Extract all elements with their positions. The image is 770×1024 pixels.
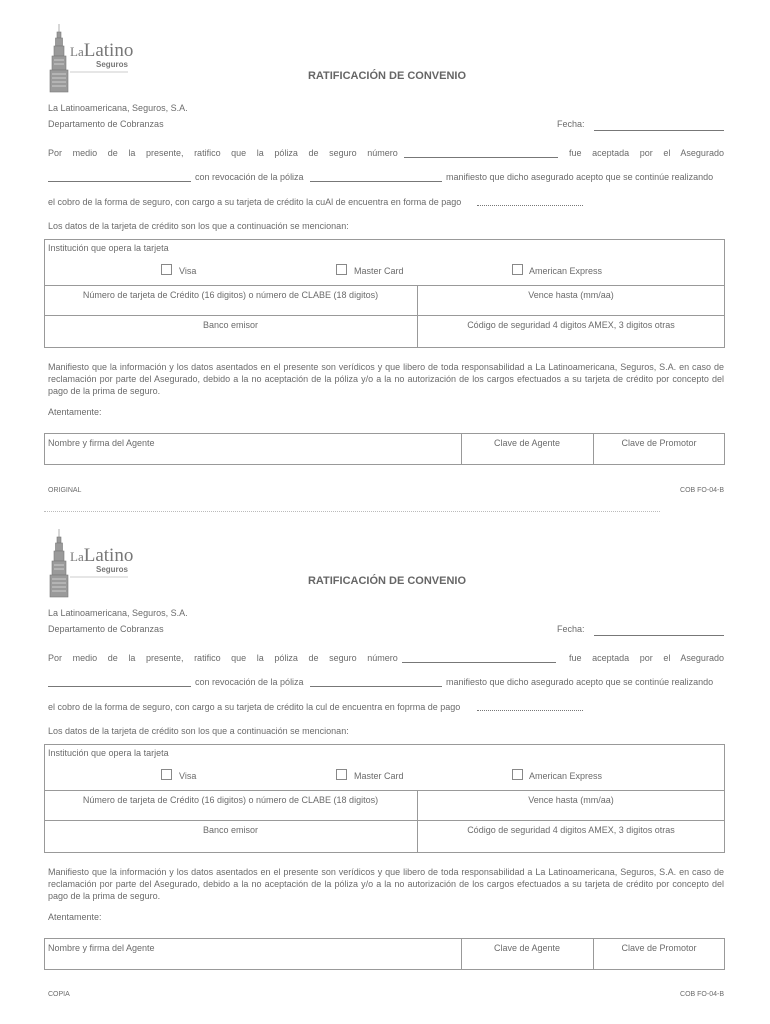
revoked-policy-field[interactable] [310, 181, 442, 182]
table-divider [44, 285, 725, 286]
logo-la: La [70, 44, 84, 59]
security-code-label: Código de seguridad 4 digitos AMEX, 3 digitos otras [467, 825, 675, 835]
ratify-line: Por medio de la presente, ratifico que la póliza de seguro número fue aceptada por el Asegurado [48, 148, 724, 158]
mastercard-label: Master Card [354, 266, 404, 276]
charge-text: el cobro de la forma de seguro, con cargo a su tarjeta de crédito la cul de encuentra en foprma de pago [48, 702, 461, 712]
institution-label: Institución que opera la tarjeta [48, 243, 169, 253]
continue-text: manifiesto que dicho asegurado acepto que se continúe realizando [446, 677, 714, 687]
copy-label: ORIGINAL [48, 487, 82, 494]
bank-label: Banco emisor [202, 825, 259, 835]
logo-la: La [70, 549, 84, 564]
company-name: La Latinoamericana, Seguros, S.A. [48, 608, 188, 618]
copy-label: COPIA [48, 991, 70, 998]
payment-form-field[interactable] [477, 205, 583, 206]
card-intro: Los datos de la tarjeta de crédito son los que a continuación se mencionan: [48, 726, 349, 736]
table-divider [44, 315, 725, 316]
amex-label: American Express [529, 771, 603, 781]
policy-number-field[interactable] [402, 662, 556, 663]
form-title: RATIFICACIÓN DE CONVENIO [307, 70, 467, 82]
ratify-line: Por medio de la presente, ratifico que la póliza de seguro número fue aceptada por el Asegurado [48, 653, 724, 663]
revocation-label: con revocación de la póliza [195, 172, 304, 182]
form-copy [0, 505, 770, 1010]
visa-label: Visa [179, 266, 197, 276]
agent-name-label: Nombre y firma del Agente [48, 943, 155, 953]
agent-key-label: Clave de Agente [493, 438, 561, 448]
date-field[interactable] [594, 635, 724, 636]
form-title: RATIFICACIÓN DE CONVENIO [307, 575, 467, 587]
logo-seguros: Seguros [96, 60, 129, 69]
bank-label: Banco emisor [202, 320, 259, 330]
promoter-key-label: Clave de Promotor [621, 943, 697, 953]
agent-name-label: Nombre y firma del Agente [48, 438, 155, 448]
insured-name-field[interactable] [48, 181, 191, 182]
mastercard-label: Master Card [354, 771, 404, 781]
logo-wordmark [70, 40, 133, 62]
department-name: Departamento de Cobranzas [48, 624, 164, 634]
card-number-label: Número de tarjeta de Crédito (16 digitos) o número de CLABE (18 digitos) [82, 795, 379, 805]
amex-label: American Express [529, 266, 603, 276]
logo-wordmark [70, 545, 133, 567]
card-number-label: Número de tarjeta de Crédito (16 digitos) o número de CLABE (18 digitos) [82, 290, 379, 300]
mastercard-checkbox[interactable] [336, 769, 347, 780]
date-field[interactable] [594, 130, 724, 131]
card-intro: Los datos de la tarjeta de crédito son los que a continuación se mencionan: [48, 221, 349, 231]
declaration-text: Manifiesto que la información y los datos asentados en el presente son verídicos y que libero de toda responsabilidad a La Latinoamericana, Seguros, S.A. en caso de reclamación por parte del Asegurado, debido a la no aceptación de la póliza y/o a la no autorización de los cargos efectuados a su tarjeta de crédito por concepto del pago de la prima de seguro. [48, 867, 724, 901]
visa-label: Visa [179, 771, 197, 781]
declaration-text: Manifiesto que la información y los datos asentados en el presente son verídicos y que libero de toda responsabilidad a La Latinoamericana, Seguros, S.A. en caso de reclamación por parte del Asegurado, debido a la no aceptación de la póliza y/o a la no autorización de los cargos efectuados a su tarjeta de crédito por concepto del pago de la prima de seguro. [48, 362, 724, 396]
logo-latino: Latino [83, 40, 134, 61]
visa-checkbox[interactable] [161, 769, 172, 780]
logo-seguros: Seguros [96, 565, 129, 574]
institution-label: Institución que opera la tarjeta [48, 748, 169, 758]
form-code: COB FO-04-B [680, 991, 724, 998]
policy-number-field[interactable] [404, 157, 558, 158]
amex-checkbox[interactable] [512, 769, 523, 780]
expiry-label: Vence hasta (mm/aa) [528, 290, 614, 300]
expiry-label: Vence hasta (mm/aa) [528, 795, 614, 805]
promoter-key-label: Clave de Promotor [621, 438, 697, 448]
revocation-label: con revocación de la póliza [195, 677, 304, 687]
continue-text: manifiesto que dicho asegurado acepto que se continúe realizando [446, 172, 714, 182]
mastercard-checkbox[interactable] [336, 264, 347, 275]
agent-key-label: Clave de Agente [493, 943, 561, 953]
insured-name-field[interactable] [48, 686, 191, 687]
regards-label: Atentamente: [48, 407, 102, 417]
amex-checkbox[interactable] [512, 264, 523, 275]
revoked-policy-field[interactable] [310, 686, 442, 687]
date-label: Fecha: [557, 119, 585, 129]
visa-checkbox[interactable] [161, 264, 172, 275]
department-name: Departamento de Cobranzas [48, 119, 164, 129]
table-divider [44, 790, 725, 791]
table-divider [44, 820, 725, 821]
form-original [0, 0, 770, 505]
company-name: La Latinoamericana, Seguros, S.A. [48, 103, 188, 113]
form-code: COB FO-04-B [680, 487, 724, 494]
logo-latino: Latino [83, 545, 134, 566]
date-label: Fecha: [557, 624, 585, 634]
charge-text: el cobro de la forma de seguro, con cargo a su tarjeta de crédito la cuAl de encuentra en forma de pago [48, 197, 462, 207]
security-code-label: Código de seguridad 4 digitos AMEX, 3 digitos otras [467, 320, 675, 330]
regards-label: Atentamente: [48, 912, 102, 922]
payment-form-field[interactable] [477, 710, 583, 711]
